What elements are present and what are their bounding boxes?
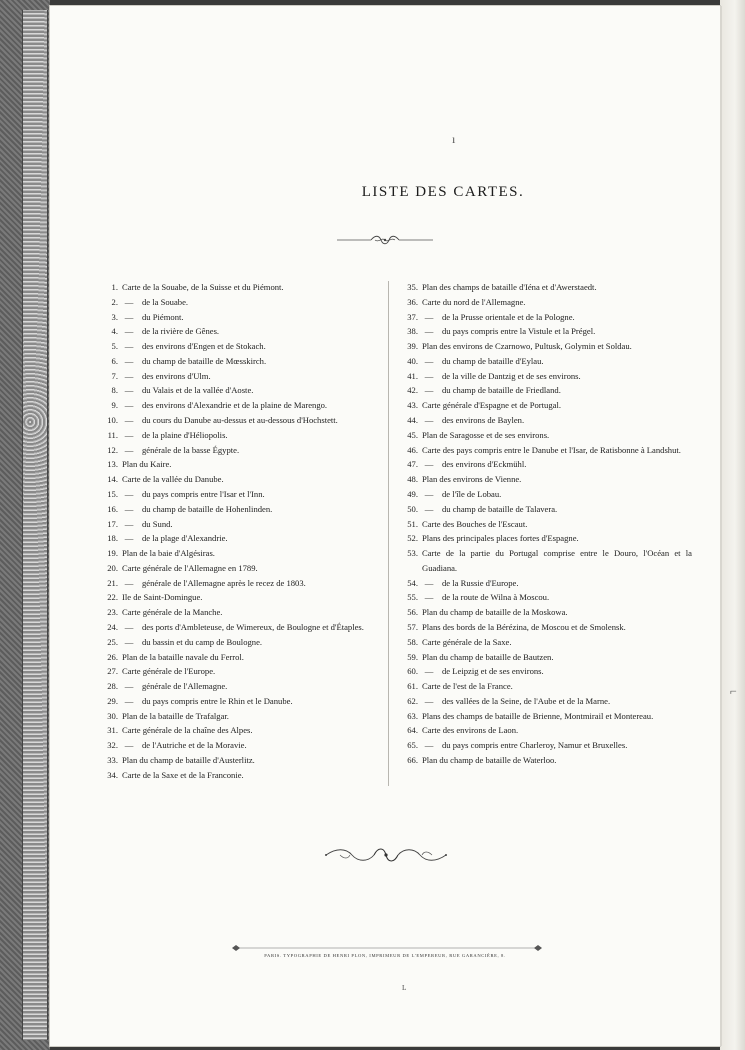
ditto-dash: — [124, 415, 134, 426]
item-title: Carte générale de la Manche. [122, 607, 223, 618]
item-title: Plan des environs de Czarnowo, Pultusk, Golymin et Soldau. [422, 341, 632, 352]
item-number: 59. [407, 651, 418, 662]
item-number: 51. [407, 518, 418, 529]
title-ornament [335, 234, 435, 246]
item-title: Ile de Saint-Domingue. [122, 592, 203, 603]
map-list-item [396, 472, 696, 487]
item-number: 56. [407, 607, 418, 618]
ditto-dash: — [424, 415, 434, 426]
map-list-item [396, 487, 696, 502]
map-list-item [396, 295, 696, 310]
item-title: du Piémont. [142, 311, 184, 322]
map-list-item [396, 324, 696, 339]
map-list-item [396, 635, 696, 650]
item-number: 52. [407, 533, 418, 544]
item-title: Carte de l'est de la France. [422, 681, 513, 692]
map-list-item [396, 664, 696, 679]
ditto-dash: — [124, 429, 134, 440]
item-title: de la Souabe. [142, 296, 189, 307]
item-number: 14. [107, 474, 118, 485]
item-number: 11. [107, 429, 118, 440]
item-title: Carte des environs de Laon. [422, 725, 519, 736]
map-list-item [96, 650, 386, 665]
item-number: 50. [407, 503, 418, 514]
item-title: Carte de la vallée du Danube. [122, 474, 224, 485]
imprint-rule [232, 944, 542, 952]
map-list-item [96, 694, 386, 709]
ditto-dash: — [424, 577, 434, 588]
ditto-dash: — [124, 518, 134, 529]
map-list-item [96, 768, 386, 783]
map-list-item [96, 369, 386, 384]
item-number: 47. [407, 459, 418, 470]
item-number: 43. [407, 400, 418, 411]
ditto-dash: — [424, 666, 434, 677]
item-number: 26. [107, 651, 118, 662]
map-list-item [96, 679, 386, 694]
item-number: 13. [107, 459, 118, 470]
item-title: de la Russie d'Europe. [442, 577, 519, 588]
page-title: LISTE DES CARTES. [361, 184, 525, 200]
map-list-item [96, 472, 386, 487]
ditto-dash: — [424, 326, 434, 337]
ditto-dash: — [124, 355, 134, 366]
item-number: 38. [407, 326, 418, 337]
ditto-dash: — [124, 488, 134, 499]
map-list-item [396, 605, 696, 620]
ditto-dash: — [424, 355, 434, 366]
item-title: générale de l'Allemagne après le recez de 1803. [142, 577, 306, 588]
item-number: 54. [407, 577, 418, 588]
item-number: 44. [407, 415, 418, 426]
ditto-dash: — [424, 695, 434, 706]
item-number: 28. [107, 681, 118, 692]
ditto-dash: — [424, 385, 434, 396]
item-number: 33. [107, 755, 118, 765]
map-list-item [396, 413, 696, 428]
map-list-item [396, 531, 696, 546]
item-title: Plan du champ de bataille de Bautzen. [422, 651, 554, 662]
item-title: du pays compris entre le Rhin et le Danube. [142, 695, 293, 706]
item-number: 53. [407, 548, 418, 559]
item-title: Plan du champ de bataille de la Moskowa. [422, 607, 568, 618]
map-list-item [96, 339, 386, 354]
item-number: 25. [107, 636, 118, 647]
item-number: 9. [111, 400, 118, 411]
item-title: Plan des champs de bataille d'Iéna et d'Awerstaedt. [422, 282, 597, 292]
item-number: 60. [407, 666, 418, 677]
map-list-item [396, 650, 696, 665]
map-list-item [96, 753, 386, 768]
item-title: générale de l'Allemagne. [142, 681, 228, 692]
map-list-item [96, 280, 386, 295]
item-title: du champ de bataille d'Eylau. [442, 355, 544, 366]
map-list-item [396, 590, 696, 605]
item-number: 8. [111, 385, 118, 396]
item-title: du Valais et de la vallée d'Aoste. [142, 385, 254, 396]
item-title: de la route de Wilna à Moscou. [442, 592, 550, 603]
map-list-item [96, 723, 386, 738]
item-number: 63. [407, 710, 418, 721]
map-list-item [396, 620, 696, 635]
ditto-dash: — [424, 488, 434, 499]
map-list-item [96, 413, 386, 428]
item-number: 27. [107, 666, 118, 677]
map-list-item [96, 502, 386, 517]
map-list-left-column [96, 280, 386, 783]
item-number: 49. [407, 488, 418, 499]
item-title: de la plage d'Alexandrie. [142, 533, 228, 544]
map-list-item [396, 502, 696, 517]
map-list-item [396, 310, 696, 325]
item-number: 55. [407, 592, 418, 603]
item-title: du Sund. [142, 518, 173, 529]
item-title: des environs d'Eckmühl. [442, 459, 527, 470]
item-number: 20. [107, 562, 118, 573]
item-title: du champ de bataille de Friedland. [442, 385, 561, 396]
ditto-dash: — [424, 740, 434, 751]
item-number: 46. [407, 444, 418, 455]
map-list-item [96, 428, 386, 443]
map-list-item [96, 487, 386, 502]
item-title: des vallées de la Seine, de l'Aube et de la Marne. [442, 695, 611, 706]
item-number: 64. [407, 725, 418, 736]
map-list-item [396, 694, 696, 709]
ditto-dash: — [124, 695, 134, 706]
bottom-ornament [322, 844, 450, 866]
item-title: Plans des principales places fortes d'Espagne. [422, 533, 579, 544]
item-title: du pays compris entre la Vistule et la Prégel. [442, 326, 596, 337]
item-number: 32. [107, 740, 118, 751]
item-title: Carte des pays compris entre le Danube et l'Isar, de Ratisbonne à Landshut. [422, 444, 681, 455]
map-list-item [96, 546, 386, 561]
item-title: Carte générale de la Saxe. [422, 636, 512, 647]
item-title: du champ de bataille de Mœsskirch. [142, 355, 267, 366]
item-number: 2. [111, 296, 118, 307]
item-title: Carte générale de la chaîne des Alpes. [122, 725, 253, 736]
ditto-dash: — [424, 311, 434, 322]
item-number: 21. [107, 577, 118, 588]
item-title: du bassin et du camp de Boulogne. [142, 636, 263, 647]
item-title: du pays compris entre l'Isar et l'Inn. [142, 488, 265, 499]
map-list-item [96, 457, 386, 472]
map-list-item [396, 398, 696, 413]
map-list-item [96, 605, 386, 620]
map-list-item [396, 517, 696, 532]
item-title: de l'Autriche et de la Moravie. [142, 740, 247, 751]
ditto-dash: — [124, 577, 134, 588]
item-title: Plan de la bataille de Trafalgar. [122, 710, 229, 721]
ditto-dash: — [124, 621, 134, 632]
item-title: Plan du champ de bataille de Waterloo. [422, 755, 557, 765]
item-title: du champ de bataille de Talavera. [442, 503, 558, 514]
item-title: des environs d'Ulm. [142, 370, 211, 381]
map-list-item [396, 546, 696, 576]
ditto-dash: — [124, 341, 134, 352]
item-number: 19. [107, 548, 118, 559]
item-number: 39. [407, 341, 418, 352]
pencil-mark: ʟ [402, 982, 407, 993]
ditto-dash: — [424, 370, 434, 381]
ditto-dash: — [124, 503, 134, 514]
map-list-item [396, 753, 696, 768]
item-number: 29. [107, 695, 118, 706]
item-title: Carte de la partie du Portugal comprise entre le Douro, l'Océan et la Guadiana. [422, 548, 692, 573]
item-title: générale de la basse Égypte. [142, 444, 240, 455]
item-title: Carte générale d'Espagne et de Portugal. [422, 400, 561, 411]
map-list-item [96, 443, 386, 458]
item-number: 61. [407, 681, 418, 692]
ditto-dash: — [124, 311, 134, 322]
item-title: de la rivière de Gênes. [142, 326, 220, 337]
map-list-item [396, 443, 696, 458]
printer-imprint: PARIS. TYPOGRAPHIE DE HENRI PLON, IMPRIMEUR DE L'EMPEREUR, RUE GARANCIÈRE, 8. [264, 953, 506, 958]
item-title: Carte générale de l'Allemagne en 1789. [122, 562, 258, 573]
book-binding [0, 0, 50, 1050]
item-title: Plan de la baie d'Algésiras. [122, 548, 215, 559]
item-number: 57. [407, 621, 418, 632]
item-title: du cours du Danube au-dessus et au-dessous d'Hochstett. [142, 415, 338, 426]
item-number: 17. [107, 518, 118, 529]
item-title: Plan du champ de bataille d'Austerlitz. [122, 755, 255, 765]
ditto-dash: — [124, 636, 134, 647]
ink-speck: ı [452, 132, 456, 146]
column-divider [388, 281, 389, 786]
marbled-edge [22, 10, 48, 1040]
map-list-item [396, 354, 696, 369]
item-number: 31. [107, 725, 118, 736]
map-list-item [396, 576, 696, 591]
map-list-item [96, 738, 386, 753]
ditto-dash: — [124, 681, 134, 692]
map-list-item [96, 310, 386, 325]
document-page [50, 6, 720, 1046]
map-list-item [96, 590, 386, 605]
item-number: 58. [407, 636, 418, 647]
item-title: de Leipzig et de ses environs. [442, 666, 544, 677]
map-list-item [396, 709, 696, 724]
item-title: des environs d'Alexandrie et de la plaine de Marengo. [142, 400, 328, 411]
item-title: Carte générale de l'Europe. [122, 666, 216, 677]
item-title: Plans des bords de la Bérézina, de Moscou et de Smolensk. [422, 621, 626, 632]
item-title: Carte du nord de l'Allemagne. [422, 296, 526, 307]
item-title: Plan de la bataille navale du Ferrol. [122, 651, 244, 662]
map-list-item [396, 457, 696, 472]
map-list-item [396, 383, 696, 398]
item-number: 37. [407, 311, 418, 322]
item-number: 35. [407, 282, 418, 292]
ditto-dash: — [424, 459, 434, 470]
map-list-item [96, 383, 386, 398]
item-title: de la Prusse orientale et de la Pologne. [442, 311, 575, 322]
map-list-item [396, 369, 696, 384]
item-number: 5. [111, 341, 118, 352]
item-number: 15. [107, 488, 118, 499]
map-list-right-column [396, 280, 696, 768]
ditto-dash: — [424, 503, 434, 514]
item-number: 18. [107, 533, 118, 544]
item-title: Plan des environs de Vienne. [422, 474, 522, 485]
item-title: de la ville de Dantzig et de ses environs. [442, 370, 581, 381]
map-list-item [396, 679, 696, 694]
item-title: Carte de la Saxe et de la Franconie. [122, 769, 244, 780]
ditto-dash: — [124, 740, 134, 751]
map-list-item [96, 517, 386, 532]
map-list-item [96, 561, 386, 576]
adjacent-page-edge [720, 0, 745, 1050]
item-number: 42. [407, 385, 418, 396]
ditto-dash: — [424, 592, 434, 603]
item-number: 6. [111, 355, 118, 366]
item-number: 16. [107, 503, 118, 514]
item-number: 36. [407, 296, 418, 307]
ditto-dash: — [124, 370, 134, 381]
ditto-dash: — [124, 326, 134, 337]
map-list-item [396, 280, 696, 295]
item-number: 1. [111, 282, 118, 292]
map-list-item [96, 354, 386, 369]
item-number: 3. [111, 311, 118, 322]
item-title: de la plaine d'Héliopolis. [142, 429, 228, 440]
map-list-item [96, 576, 386, 591]
item-number: 48. [407, 474, 418, 485]
item-title: Plan de Saragosse et de ses environs. [422, 429, 550, 440]
item-number: 40. [407, 355, 418, 366]
item-title: des environs de Baylen. [442, 415, 525, 426]
item-title: Carte des Bouches de l'Escaut. [422, 518, 528, 529]
item-title: des environs d'Engen et de Stokach. [142, 341, 266, 352]
map-list-item [396, 428, 696, 443]
item-number: 7. [111, 370, 118, 381]
item-number: 45. [407, 429, 418, 440]
ditto-dash: — [124, 385, 134, 396]
item-number: 34. [107, 769, 118, 780]
item-title: de l'île de Lobau. [442, 488, 502, 499]
map-list-item [96, 295, 386, 310]
map-list-item [96, 324, 386, 339]
item-number: 62. [407, 695, 418, 706]
map-list-item [96, 531, 386, 546]
item-number: 41. [407, 370, 418, 381]
item-title: du champ de bataille de Hohenlinden. [142, 503, 273, 514]
item-number: 22. [107, 592, 118, 603]
margin-mark: ⌐ [730, 684, 737, 698]
item-number: 12. [107, 444, 118, 455]
item-number: 10. [107, 415, 118, 426]
item-title: du pays compris entre Charleroy, Namur et Bruxelles. [442, 740, 628, 751]
map-list-item [396, 339, 696, 354]
item-number: 4. [111, 326, 118, 337]
item-number: 65. [407, 740, 418, 751]
map-list-item [96, 620, 386, 635]
map-list-item [96, 398, 386, 413]
map-list-item [396, 738, 696, 753]
item-number: 66. [407, 755, 418, 765]
ditto-dash: — [124, 400, 134, 411]
ditto-dash: — [124, 444, 134, 455]
ditto-dash: — [124, 296, 134, 307]
item-number: 24. [107, 621, 118, 632]
ditto-dash: — [124, 533, 134, 544]
item-title: Carte de la Souabe, de la Suisse et du Piémont. [122, 282, 284, 292]
map-list-item [96, 664, 386, 679]
map-list-item [96, 709, 386, 724]
item-title: Plans des champs de bataille de Brienne, Montmirail et Montereau. [422, 710, 654, 721]
map-list-item [96, 635, 386, 650]
item-number: 30. [107, 710, 118, 721]
item-number: 23. [107, 607, 118, 618]
map-list-item [396, 723, 696, 738]
item-title: Plan du Kaire. [122, 459, 172, 470]
item-title: des ports d'Ambleteuse, de Wimereux, de Boulogne et d'Étaples. [142, 621, 364, 632]
